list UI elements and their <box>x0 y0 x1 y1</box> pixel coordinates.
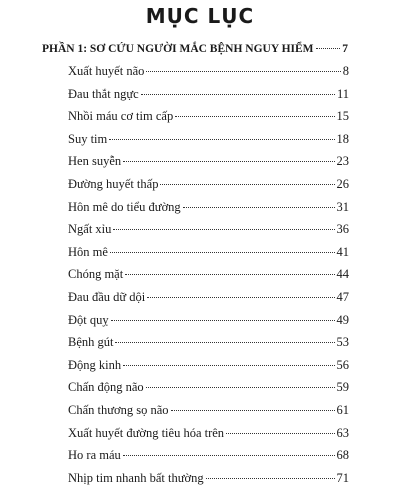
toc-entry[interactable] <box>68 218 349 241</box>
dot-leader <box>111 320 335 321</box>
dot-leader <box>206 478 335 479</box>
toc-entry-label: Nhồi máu cơ tim cấp <box>68 109 174 124</box>
dot-leader <box>316 48 341 49</box>
toc-entry-label: Chấn thương sọ não <box>68 402 169 417</box>
dot-leader <box>160 184 334 185</box>
dot-leader <box>113 229 334 230</box>
toc-entry-page: 47 <box>336 289 349 304</box>
toc-entry[interactable] <box>68 444 349 467</box>
toc-entry[interactable] <box>68 422 349 445</box>
toc-entry-page: 61 <box>336 402 349 417</box>
toc-entry[interactable] <box>68 354 349 377</box>
toc-entry[interactable] <box>68 241 349 264</box>
dot-leader <box>226 433 334 434</box>
dot-leader <box>123 161 334 162</box>
dot-leader <box>123 365 334 366</box>
toc-entry[interactable] <box>68 60 349 83</box>
toc-entry-page: 49 <box>336 312 349 327</box>
toc-entry-page: 63 <box>336 425 349 440</box>
toc-entry[interactable] <box>68 173 349 196</box>
toc-entry-label: Chấn động não <box>68 380 144 395</box>
toc-entry-label: Xuất huyết não <box>68 64 145 78</box>
toc-entry-label: Xuất huyết đường tiêu hóa trên <box>68 425 225 440</box>
dot-leader <box>141 94 335 95</box>
toc-entry-page: 44 <box>336 267 349 282</box>
dot-leader <box>183 207 335 208</box>
dot-leader <box>146 387 335 388</box>
toc-entry-page: 56 <box>336 357 349 372</box>
toc-entry-label: Bệnh gút <box>68 335 114 350</box>
toc-entry-label: Nhịp tim nhanh bất thường <box>68 470 204 485</box>
toc-entry[interactable] <box>68 83 349 106</box>
toc-entry[interactable] <box>68 309 349 332</box>
toc-entry-label: Hen suyễn <box>68 154 122 169</box>
toc-entry-label: Hôn mê <box>68 244 108 259</box>
toc-section-page: 7 <box>342 43 348 55</box>
toc-entry-label: Hôn mê do tiểu đường <box>68 199 181 214</box>
toc-entry[interactable] <box>68 263 349 286</box>
toc-entry[interactable] <box>68 128 349 151</box>
toc-entry-page: 8 <box>342 64 349 78</box>
toc-entry-page: 18 <box>336 131 349 146</box>
toc-entry-label: Ngất xỉu <box>68 222 112 237</box>
toc-entry-page: 23 <box>336 154 349 169</box>
toc-entry[interactable] <box>68 376 349 399</box>
toc-entry[interactable] <box>68 467 349 489</box>
toc-entry-label: Đột quỵ <box>68 312 109 327</box>
toc-section-heading[interactable] <box>42 43 348 55</box>
dot-leader <box>147 297 334 298</box>
dot-leader <box>123 455 335 456</box>
dot-leader <box>115 342 334 343</box>
toc-entry-label: Ho ra máu <box>68 448 121 463</box>
toc-entry[interactable] <box>68 150 349 173</box>
toc-entry-page: 15 <box>336 109 349 124</box>
toc-entry[interactable] <box>68 331 349 354</box>
toc-entry-page: 31 <box>336 199 349 214</box>
dot-leader <box>109 139 334 140</box>
dot-leader <box>175 116 334 117</box>
toc-entry-label: Đường huyết thấp <box>68 176 159 191</box>
toc-entry-page: 11 <box>336 86 349 101</box>
toc-entry-page: 59 <box>336 380 349 395</box>
toc-entry[interactable] <box>68 286 349 309</box>
dot-leader <box>125 274 334 275</box>
dot-leader <box>171 410 335 411</box>
page-title: MỤC LỤC <box>145 4 255 28</box>
toc-entry-page: 36 <box>336 222 349 237</box>
toc-entry-page: 41 <box>336 244 349 259</box>
toc-entry-page: 68 <box>336 448 349 463</box>
dot-leader <box>146 71 340 72</box>
dot-leader <box>110 252 335 253</box>
toc-entry-label: Đau thắt ngực <box>68 86 139 101</box>
toc-section-label: PHẦN 1: SƠ CỨU NGƯỜI MẮC BỆNH NGUY HIỂM <box>42 43 314 55</box>
toc-entry-page: 71 <box>336 470 349 485</box>
toc-entry-page: 53 <box>336 335 349 350</box>
toc-entry-page: 26 <box>336 176 349 191</box>
toc-entry-label: Đau đầu dữ dội <box>68 289 146 304</box>
toc-entry-label: Chóng mặt <box>68 267 124 282</box>
toc-entry[interactable] <box>68 105 349 128</box>
toc-entry-label: Suy tim <box>68 131 108 146</box>
toc-entry-list <box>68 60 349 489</box>
toc-entry[interactable] <box>68 196 349 219</box>
toc-entry[interactable] <box>68 399 349 422</box>
toc-entry-label: Động kinh <box>68 357 122 372</box>
